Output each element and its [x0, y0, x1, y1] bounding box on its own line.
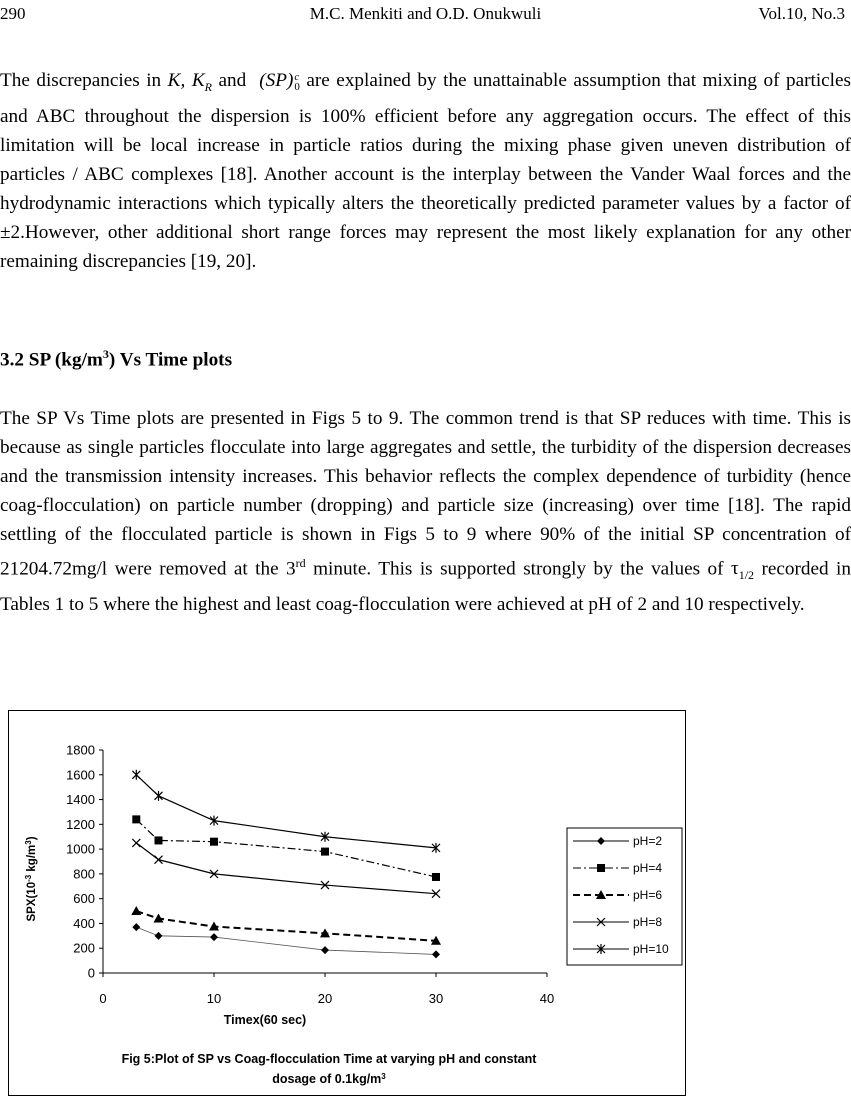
- y-tick-label: 600: [73, 891, 95, 907]
- data-point: [321, 848, 329, 856]
- legend-label: pH=2: [633, 834, 663, 848]
- data-point: [210, 933, 218, 941]
- symbol-k: K,: [167, 70, 186, 91]
- data-point: [132, 839, 140, 847]
- y-tick-label: 1200: [66, 816, 95, 832]
- chart-series: [131, 770, 441, 959]
- x-tick-label: 30: [428, 991, 444, 1006]
- series-line: [136, 843, 436, 894]
- legend-label: pH=6: [633, 888, 663, 902]
- legend-marker: [597, 864, 605, 872]
- data-point: [155, 932, 163, 940]
- data-point: [321, 946, 329, 954]
- section-heading: 3.2 SP $(kg/m^3)$ Vs Time plots: [0, 347, 233, 371]
- data-point: [155, 791, 163, 801]
- p1-text-rest: are explained by the unattainable assumption that mixing of particles and ABC throughout the dispersion is 100% efficient before any aggregation occurs. The effect of this limitation will be local increase in particle ratios during the mixing phase given uneven distribution of particles / ABC complexes [18]. Another account is the interplay between the Vander Waal forces and the hydrodynamic interactions which typically alters the theoretically predicted parameter values by a factor of ±2.However, other additional short range forces may represent the most likely explanation for any other remaining discrepancies [19, 20].: [0, 70, 851, 272]
- header-volume: Vol.10, No.3: [758, 4, 845, 23]
- y-tick-label: 800: [73, 866, 95, 882]
- data-point: [155, 856, 163, 864]
- symbol-kr: $K_R$: [191, 70, 212, 94]
- series-ph-6: [131, 906, 441, 945]
- y-tick-label: 0: [87, 965, 95, 981]
- y-tick-label: 400: [73, 915, 95, 931]
- x-tick-label: 0: [99, 991, 107, 1006]
- data-point: [132, 923, 140, 931]
- data-point: [210, 838, 218, 846]
- legend-label: pH=4: [633, 861, 663, 875]
- x-tick-label: 10: [206, 991, 222, 1006]
- symbol-tau-half: $\tau_{1/2}$: [730, 558, 755, 583]
- running-header: [0, 4, 851, 26]
- x-tick-label: 40: [539, 991, 555, 1006]
- figure-caption-line1: Fig 5:Plot of SP vs Coag-flocculation Time at varying pH and constant: [121, 1052, 537, 1066]
- y-tick-label: 1800: [66, 742, 95, 758]
- data-point: [155, 836, 163, 844]
- y-tick-label: 1600: [66, 767, 95, 783]
- paragraph-sp-vs-time: The SP Vs Time plots are presented in Figs 5 to 9. The common trend is that SP reduces with time. This is because as single particles flocculate into large aggregates and settle, the turbidity of the dispersion decreases and the transmission intensity increases. This behavior reflects the complex dependence of turbidity (hence coag-flocculation) on particle number (dropping) and particle size (increasing) over time [18]. The rapid settling of the flocculated particle is shown in Figs 5 to 9 where 90% of the initial SP concentration of 21204.72mg/l were removed at the 3rd minute. This is supported strongly by the values of $\tau_{1/2}$ recorded in Tables 1 to 5 where the highest and least coag-flocculation were achieved at pH of 2 and 10 respectively.: [0, 408, 851, 616]
- series-line: [136, 775, 436, 848]
- legend-label: pH=8: [633, 915, 663, 929]
- data-point: [131, 906, 141, 915]
- data-point: [132, 770, 140, 780]
- x-axis-label: Timex(60 sec): [223, 1013, 307, 1027]
- p2-text-start: The SP Vs Time plots are presented in Figs 5 to 9. The common trend is that SP reduces with time. This is because as single particles flocculate into large aggregates and settle, the turbidity of the dispersion decreases and the transmission intensity increases. This behavior reflects the complex dependence of turbidity (hence coag-flocculation) on particle number (dropping) and particle size (increasing) over time [18]. The rapid settling of the flocculated particle is shown in Figs 5 to 9 where 90% of the initial SP concentration of 21204.72mg/l were removed at the 3: [0, 408, 851, 580]
- legend-label: pH=10: [633, 942, 669, 956]
- series-line: [136, 927, 436, 954]
- figure-5: [8, 710, 686, 1096]
- data-point: [132, 815, 140, 823]
- data-point: [432, 873, 440, 881]
- header-authors: M.C. Menkiti and O.D. Onukwuli: [309, 4, 542, 23]
- chart-axes: [103, 750, 547, 973]
- sp-vs-time-chart: [9, 711, 685, 1095]
- series-ph-8: [132, 839, 440, 898]
- series-ph-2: [132, 923, 440, 958]
- figure-caption-line2: dosage of $0.1kg/m^3$: [272, 1071, 386, 1086]
- symbol-sp0c: (SP) c 0: [259, 70, 300, 93]
- paragraph-discrepancies: The discrepancies in K, $K_R$ and (SP) c 0 are explained by the unattainable assumption that mixing of particles and ABC throughout the dispersion is 100% efficient before any aggregation occurs. The effect of this limitation will be local increase in particle ratios during the mixing phase given uneven distribution of particles / ABC complexes [18]. Another account is the interplay between the Vander Waal forces and the hydrodynamic interactions which typically alters the theoretically predicted parameter values by a factor of ±2.However, other additional short range forces may represent the most likely explanation for any other remaining discrepancies [19, 20].: [0, 70, 851, 272]
- p1-text-start: The discrepancies in: [0, 70, 168, 91]
- page-number: 290: [0, 4, 26, 23]
- y-tick-label: 1000: [66, 841, 95, 857]
- series-ph-4: [132, 815, 440, 881]
- x-tick-label: 20: [317, 991, 333, 1006]
- y-tick-label: 200: [73, 940, 95, 956]
- chart-ticks: [66, 743, 554, 1007]
- data-point: [432, 950, 440, 958]
- series-line: [136, 819, 436, 877]
- y-axis-label: $SPX(10^{-3}$ $kg/m^3$): [23, 836, 38, 922]
- y-tick-label: 1400: [66, 792, 95, 808]
- p2-text-end: recorded in Tables 1 to 5 where the highest and least coag-flocculation were achieved at pH of 2 and 10 respectively.: [0, 558, 851, 616]
